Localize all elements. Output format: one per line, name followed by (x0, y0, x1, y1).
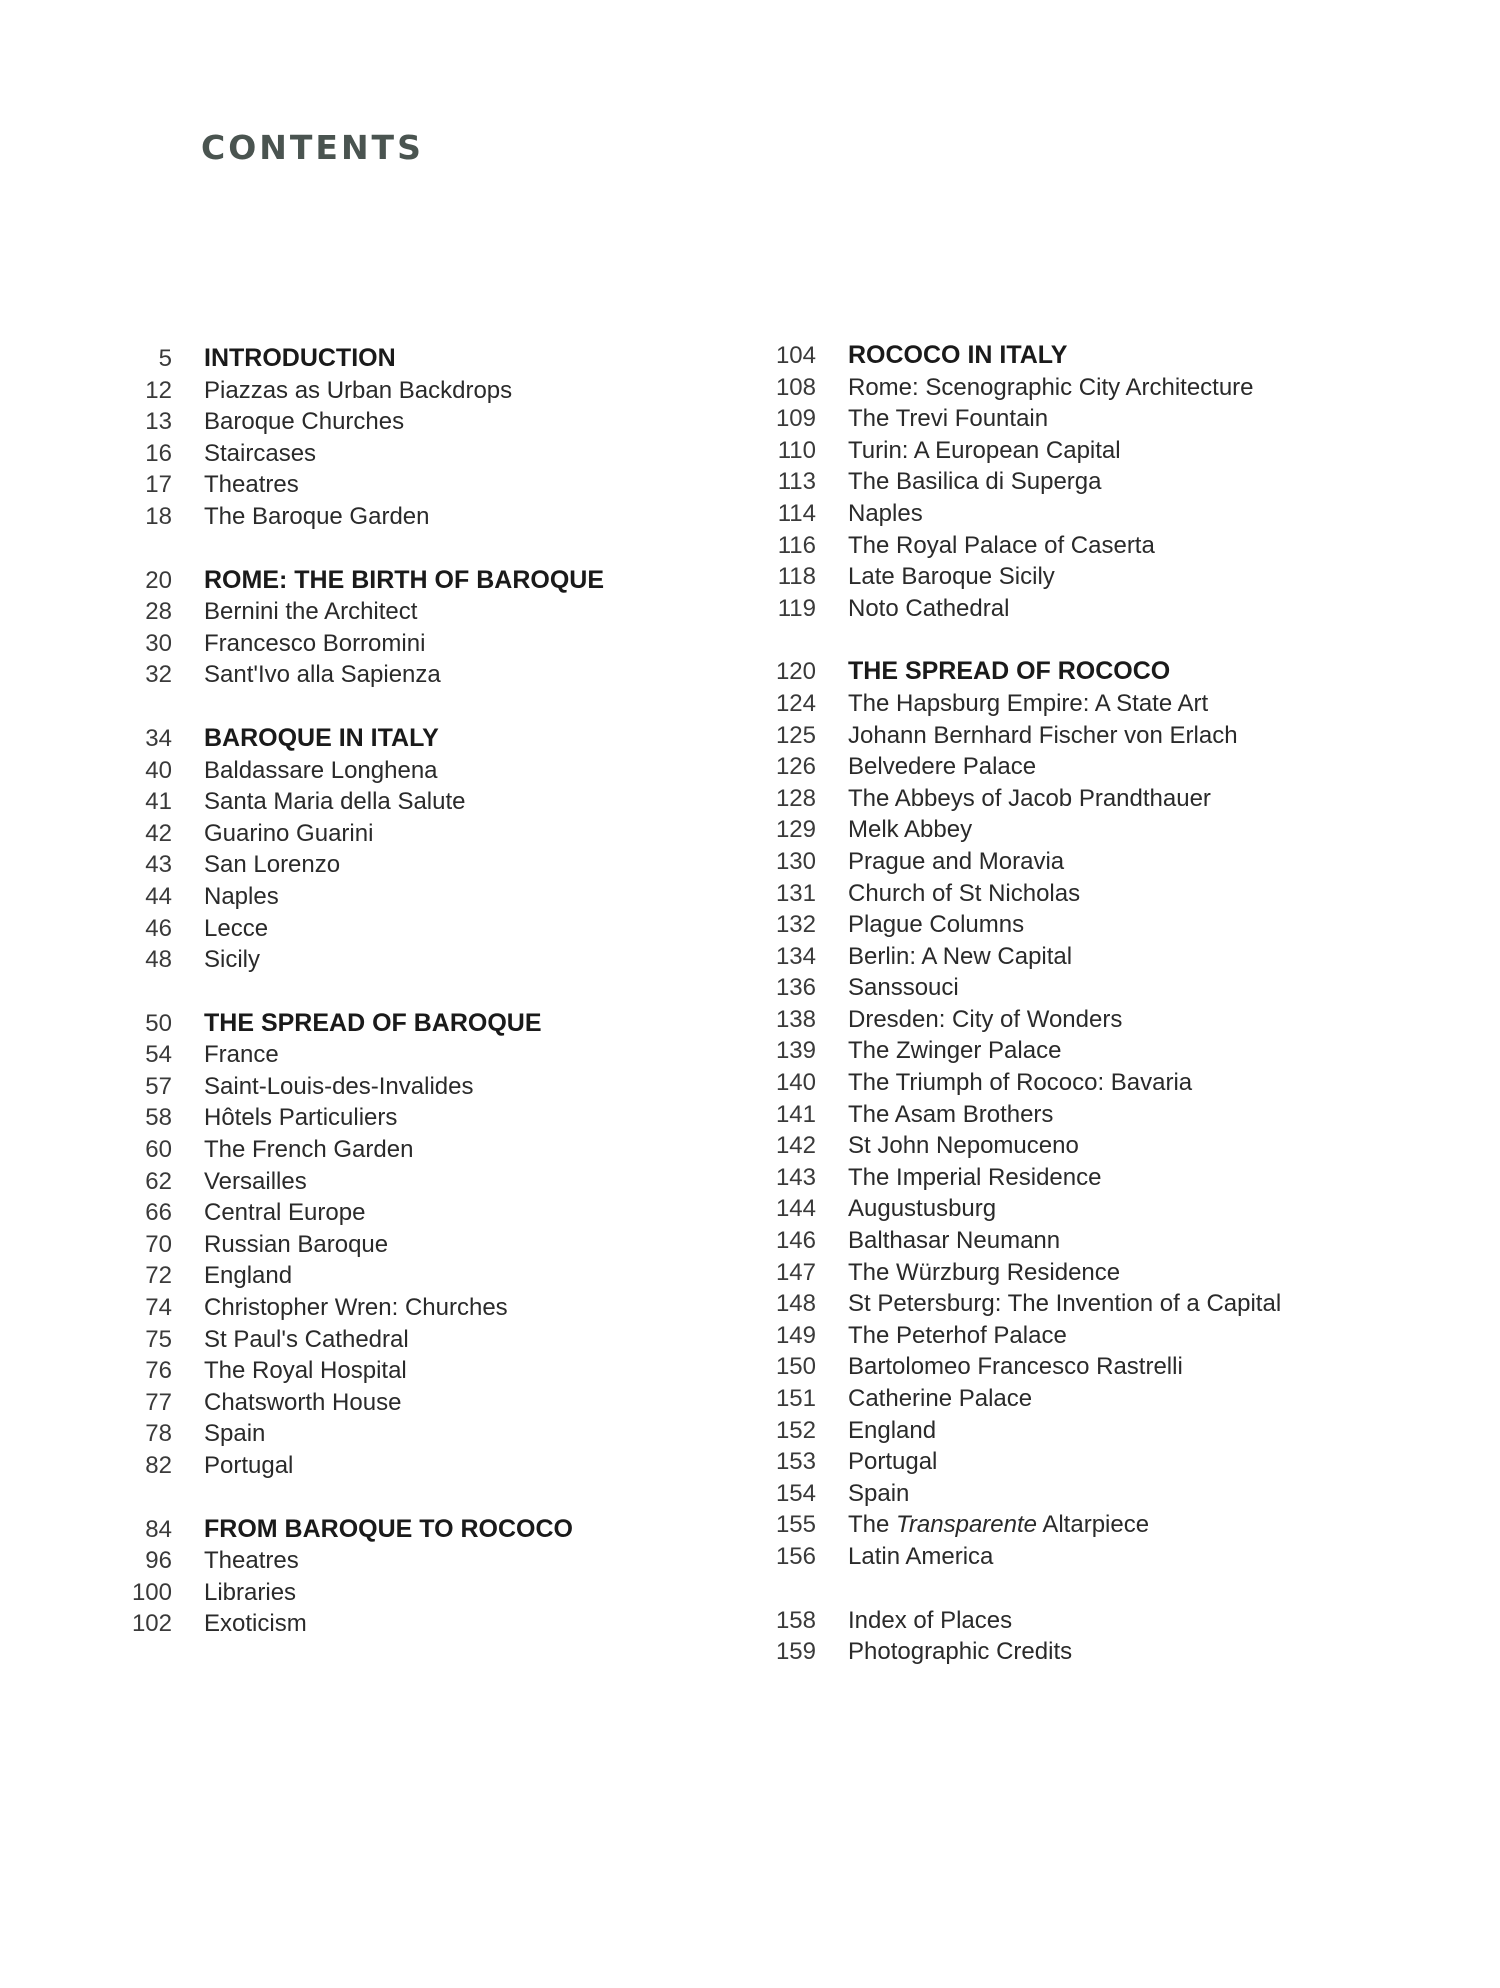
contents-entry (120, 501, 604, 533)
contents-entry (120, 659, 604, 691)
contents-entry (760, 1193, 1281, 1225)
entry-title: Versailles (204, 1167, 307, 1195)
entry-title: Theatres (204, 471, 299, 499)
contents-entry (120, 1608, 604, 1640)
entry-title-italic: Transparente (896, 1511, 1037, 1539)
contents-group (120, 1514, 604, 1640)
entry-page-number: 146 (775, 1227, 816, 1255)
entry-page-number: 128 (775, 784, 816, 812)
entry-title: France (204, 1041, 279, 1069)
entry-title: The Royal Palace of Caserta (848, 531, 1155, 559)
contents-entry (760, 846, 1281, 878)
contents-entry (760, 1446, 1281, 1478)
entry-page-number: 54 (145, 1041, 172, 1069)
entry-page-number: 75 (145, 1325, 172, 1353)
contents-entry (120, 596, 604, 628)
entry-title: Balthasar Neumann (848, 1227, 1061, 1255)
entry-title: Church of St Nicholas (848, 879, 1081, 907)
contents-entry (120, 1387, 604, 1419)
contents-group (760, 656, 1281, 1572)
contents-entry (760, 1257, 1281, 1289)
contents-entry (120, 375, 604, 407)
contents-entry (120, 944, 604, 976)
contents-entry (120, 881, 604, 913)
contents-entry (760, 1415, 1281, 1447)
entry-page-number: 119 (777, 594, 816, 622)
entry-page-number: 58 (145, 1104, 172, 1132)
entry-title: Baroque Churches (204, 408, 405, 436)
entry-page-number: 142 (775, 1132, 816, 1160)
entry-title: Portugal (204, 1452, 294, 1479)
entry-title: Belvedere Palace (848, 753, 1037, 781)
contents-entry (120, 1134, 604, 1166)
entry-title: Naples (848, 499, 923, 527)
entry-title: Catherine Palace (848, 1385, 1033, 1412)
contents-entry (760, 941, 1281, 973)
entry-page-number: 32 (145, 661, 172, 689)
entry-title: The Baroque Garden (204, 502, 430, 530)
entry-title: Christopher Wren: Churches (204, 1294, 508, 1322)
entry-page-number: 46 (145, 914, 172, 942)
entry-title: Prague and Moravia (848, 847, 1065, 875)
contents-entry (120, 1292, 604, 1324)
section-heading (120, 343, 604, 375)
entry-page-number: 12 (145, 376, 172, 404)
contents-entry (760, 751, 1281, 783)
section-title: FROM BAROQUE TO ROCOCO (204, 1514, 573, 1543)
entry-page-number: 77 (145, 1388, 172, 1416)
entry-page-number: 109 (775, 405, 816, 433)
entry-page-number: 131 (775, 879, 816, 907)
contents-column-right (760, 340, 1281, 1700)
contents-entry (760, 1636, 1281, 1668)
contents-entry (760, 1035, 1281, 1067)
entry-page-number: 125 (775, 721, 816, 749)
entry-page-number: 16 (145, 439, 172, 467)
entry-title: The Peterhof Palace (848, 1321, 1067, 1349)
entry-title: Piazzas as Urban Backdrops (204, 376, 513, 404)
entry-title: The Royal Hospital (204, 1357, 407, 1385)
entry-title: Noto Cathedral (848, 594, 1010, 622)
entry-title: The Imperial Residence (848, 1163, 1102, 1191)
entry-page-number: 42 (145, 819, 172, 847)
entry-title: Staircases (204, 439, 317, 467)
section-page-number: 104 (775, 342, 816, 369)
entry-page-number: 110 (777, 436, 816, 464)
entry-page-number: 158 (775, 1606, 816, 1634)
contents-group (760, 340, 1281, 624)
entry-page-number: 156 (775, 1542, 816, 1570)
entry-title: Berlin: A New Capital (848, 942, 1073, 970)
entry-page-number: 62 (145, 1167, 172, 1195)
entry-title: Latin America (848, 1542, 994, 1570)
contents-entry (760, 466, 1281, 498)
entry-title: Sant'Ivo alla Sapienza (204, 661, 441, 689)
entry-page-number: 159 (775, 1638, 816, 1666)
contents-entry (120, 1260, 604, 1292)
contents-entry (760, 909, 1281, 941)
entry-title: Spain (848, 1479, 910, 1507)
contents-entry (120, 628, 604, 660)
contents-entry (760, 1130, 1281, 1162)
entry-title: Rome: Scenographic City Architecture (848, 373, 1254, 401)
entry-page-number: 76 (145, 1357, 172, 1385)
contents-entry (120, 818, 604, 850)
entry-title: Augustusburg (848, 1195, 997, 1223)
contents-group (120, 343, 604, 533)
entry-title: Theatres (204, 1547, 299, 1575)
entry-page-number: 44 (145, 882, 172, 910)
contents-entry (760, 1004, 1281, 1036)
entry-page-number: 17 (145, 471, 172, 499)
contents-entry (760, 1351, 1281, 1383)
entry-title: Late Baroque Sicily (848, 563, 1055, 591)
entry-title-pre: The (848, 1511, 897, 1539)
section-title: BAROQUE IN ITALY (204, 723, 439, 752)
entry-page-number: 113 (777, 468, 816, 496)
entry-page-number: 138 (775, 1005, 816, 1033)
entry-page-number: 149 (775, 1321, 816, 1349)
entry-title: The Hapsburg Empire: A State Art (848, 689, 1209, 717)
entry-title: Russian Baroque (204, 1230, 389, 1258)
entry-title: Chatsworth House (204, 1388, 402, 1416)
section-page-number: 50 (145, 1009, 172, 1037)
entry-page-number: 150 (775, 1353, 816, 1381)
section-title: THE SPREAD OF BAROQUE (204, 1008, 542, 1037)
entry-title: Index of Places (848, 1606, 1013, 1634)
entry-page-number: 30 (145, 629, 172, 657)
entry-title: St Petersburg: The Invention of a Capital (848, 1290, 1282, 1318)
contents-entry (760, 530, 1281, 562)
contents-entry (120, 1166, 604, 1198)
entry-title: Baldassare Longhena (204, 756, 438, 784)
entry-page-number: 155 (775, 1511, 816, 1539)
entry-page-number: 152 (775, 1416, 816, 1444)
contents-entry (760, 783, 1281, 815)
entry-title: Exoticism (204, 1610, 307, 1638)
entry-title: Central Europe (204, 1199, 366, 1227)
entry-title: Santa Maria della Salute (204, 788, 466, 816)
entry-page-number: 126 (775, 753, 816, 781)
contents-entry (120, 1545, 604, 1577)
entry-page-number: 18 (145, 502, 172, 530)
entry-page-number: 70 (145, 1230, 172, 1258)
contents-entry (760, 372, 1281, 404)
contents-entry (120, 1197, 604, 1229)
entry-title (848, 1509, 1149, 1541)
page-title: CONTENTS (201, 128, 424, 167)
contents-entry (120, 786, 604, 818)
entry-page-number: 134 (775, 942, 816, 970)
entry-page-number: 154 (775, 1479, 816, 1507)
contents-entry (120, 438, 604, 470)
entry-page-number: 72 (145, 1262, 172, 1290)
entry-title: Portugal (848, 1448, 938, 1476)
section-title: THE SPREAD OF ROCOCO (848, 657, 1171, 686)
contents-entry (760, 878, 1281, 910)
entry-page-number: 48 (145, 946, 172, 974)
contents-entry (120, 913, 604, 945)
entry-page-number: 41 (145, 788, 172, 816)
entry-page-number: 100 (131, 1578, 172, 1606)
entry-page-number: 129 (775, 816, 816, 844)
entry-title: England (848, 1416, 937, 1444)
entry-page-number: 43 (145, 851, 172, 879)
contents-entry (760, 1099, 1281, 1131)
entry-page-number: 13 (145, 408, 172, 436)
entry-title: Saint-Louis-des-Invalides (204, 1072, 474, 1100)
contents-entry (120, 1324, 604, 1356)
entry-title-post: Altarpiece (1037, 1511, 1150, 1539)
section-page-number: 84 (145, 1515, 172, 1543)
entry-page-number: 60 (145, 1136, 172, 1164)
contents-entry (120, 1418, 604, 1450)
entry-title: England (204, 1262, 293, 1290)
contents-group (760, 1605, 1281, 1668)
entry-title: Dresden: City of Wonders (848, 1005, 1123, 1033)
contents-entry (760, 720, 1281, 752)
contents-entry (760, 1067, 1281, 1099)
entry-page-number: 118 (777, 563, 816, 591)
entry-page-number: 40 (145, 756, 172, 784)
contents-entry (120, 1102, 604, 1134)
section-heading (120, 1008, 604, 1040)
entry-page-number: 140 (775, 1069, 816, 1097)
entry-title: Hôtels Particuliers (204, 1104, 398, 1132)
contents-entry (120, 1071, 604, 1103)
section-page-number: 5 (158, 345, 172, 372)
entry-page-number: 143 (775, 1163, 816, 1191)
entry-title: Sanssouci (848, 974, 959, 1002)
entry-page-number: 116 (777, 531, 816, 559)
section-page-number: 34 (145, 724, 172, 752)
entry-title: The Würzburg Residence (848, 1258, 1121, 1286)
contents-entry (760, 1320, 1281, 1352)
contents-group (120, 1008, 604, 1482)
entry-title: The Basilica di Superga (848, 468, 1102, 496)
section-page-number: 20 (145, 566, 172, 594)
entry-title: Plague Columns (848, 911, 1025, 939)
contents-entry (760, 403, 1281, 435)
entry-page-number: 108 (775, 373, 816, 401)
entry-title: Francesco Borromini (204, 629, 426, 657)
entry-page-number: 148 (775, 1290, 816, 1318)
section-heading (120, 723, 604, 755)
section-page-number: 120 (775, 658, 816, 686)
contents-entry (760, 1541, 1281, 1573)
contents-entry (120, 406, 604, 438)
contents-entry (120, 1577, 604, 1609)
contents-entry (760, 814, 1281, 846)
entry-title: Sicily (204, 946, 261, 974)
entry-page-number: 66 (145, 1199, 172, 1227)
section-heading (120, 1514, 604, 1546)
entry-title: Turin: A European Capital (848, 436, 1121, 464)
entry-title: Bartolomeo Francesco Rastrelli (848, 1353, 1183, 1381)
entry-page-number: 74 (145, 1294, 172, 1322)
contents-entry (120, 469, 604, 501)
contents-entry (760, 1288, 1281, 1320)
entry-title: The Asam Brothers (848, 1100, 1054, 1128)
entry-page-number: 136 (775, 974, 816, 1002)
entry-title: Naples (204, 882, 279, 910)
entry-page-number: 147 (775, 1258, 816, 1286)
contents-entry (760, 1509, 1281, 1541)
contents-entry (760, 1225, 1281, 1257)
contents-entry (760, 593, 1281, 625)
contents-entry (120, 755, 604, 787)
contents-column-left (120, 343, 604, 1672)
entry-page-number: 57 (145, 1072, 172, 1100)
entry-page-number: 132 (775, 911, 816, 939)
entry-title: St John Nepomuceno (848, 1132, 1079, 1160)
contents-entry (760, 688, 1281, 720)
entry-title: The French Garden (204, 1136, 414, 1164)
entry-page-number: 130 (775, 847, 816, 875)
entry-page-number: 102 (131, 1610, 172, 1638)
section-title: ROCOCO IN ITALY (848, 341, 1068, 369)
entry-title: The Trevi Fountain (848, 405, 1049, 433)
section-heading (120, 565, 604, 597)
contents-entry (760, 498, 1281, 530)
contents-entry (760, 435, 1281, 467)
entry-page-number: 114 (777, 499, 816, 527)
entry-title: The Zwinger Palace (848, 1037, 1062, 1065)
contents-entry (120, 1355, 604, 1387)
section-heading (760, 656, 1281, 688)
entry-title: The Triumph of Rococo: Bavaria (848, 1069, 1193, 1097)
contents-entry (760, 972, 1281, 1004)
contents-group (120, 565, 604, 691)
entry-page-number: 28 (145, 598, 172, 626)
entry-page-number: 78 (145, 1420, 172, 1448)
entry-title: Spain (204, 1420, 266, 1448)
entry-page-number: 153 (775, 1448, 816, 1476)
entry-page-number: 96 (145, 1547, 172, 1575)
entry-title: Melk Abbey (848, 816, 973, 844)
entry-page-number: 82 (145, 1452, 172, 1479)
entry-title: The Abbeys of Jacob Prandthauer (848, 784, 1211, 812)
entry-page-number: 124 (775, 689, 816, 717)
entry-title: San Lorenzo (204, 851, 341, 879)
section-title: INTRODUCTION (204, 344, 396, 372)
section-title: ROME: THE BIRTH OF BAROQUE (204, 565, 604, 594)
entry-title: Guarino Guarini (204, 819, 374, 847)
contents-entry (760, 1162, 1281, 1194)
contents-entry (760, 1478, 1281, 1510)
entry-title: Photographic Credits (848, 1638, 1073, 1666)
contents-entry (120, 849, 604, 881)
entry-title: Libraries (204, 1578, 297, 1606)
contents-entry (120, 1039, 604, 1071)
contents-entry (120, 1229, 604, 1261)
contents-entry (760, 561, 1281, 593)
section-heading (760, 340, 1281, 372)
entry-page-number: 144 (775, 1195, 816, 1223)
contents-group (120, 723, 604, 976)
entry-page-number: 141 (775, 1100, 816, 1128)
entry-title: St Paul's Cathedral (204, 1325, 409, 1353)
entry-title: Johann Bernhard Fischer von Erlach (848, 721, 1238, 749)
contents-entry (120, 1450, 604, 1482)
contents-entry (760, 1383, 1281, 1415)
entry-title: Bernini the Architect (204, 598, 418, 626)
contents-entry (760, 1605, 1281, 1637)
entry-page-number: 139 (775, 1037, 816, 1065)
entry-title: Lecce (204, 914, 269, 942)
entry-page-number: 151 (775, 1385, 816, 1412)
